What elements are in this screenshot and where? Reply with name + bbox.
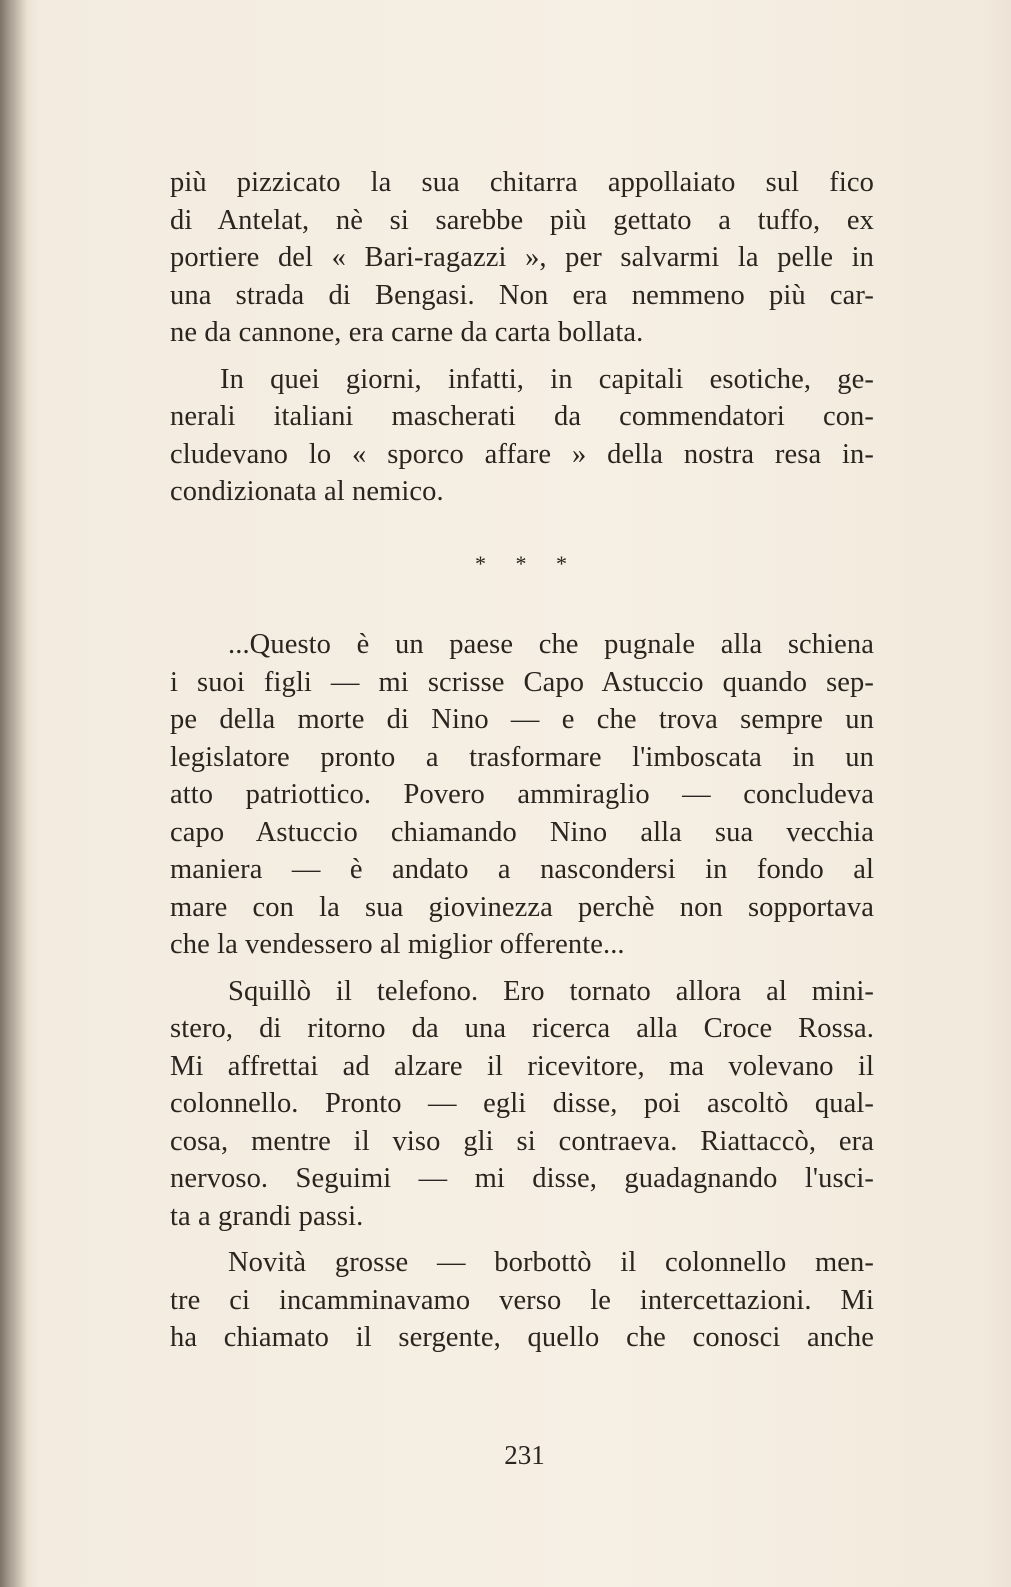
text-line: In quei giorni, infatti, in capitali esotiche, ge- [220,363,874,395]
text-line: Squillò il telefono. Ero tornato allora al mini- [228,975,874,1007]
text-line: di Antelat, nè si sarebbe più gettato a tuffo, ex [170,204,874,236]
text-line: Novità grosse — borbottò il colonnello men- [228,1247,874,1278]
text-line: Mi affrettai ad alzare il ricevitore, ma volevano il [170,1050,874,1082]
text-line: cosa, mentre il viso gli si contraeva. Riattaccò, era [170,1125,874,1157]
text-line: una strada di Bengasi. Non era nemmeno più car- [170,279,874,311]
text-line: tre ci incamminavamo verso le intercettazioni. Mi [170,1284,874,1316]
text-line: mare con la sua giovinezza perchè non sopportava [170,891,874,923]
text-line: ta a grandi passi. [170,1200,364,1232]
page-edge [985,0,1011,1587]
text-line: colonnello. Pronto — egli disse, poi ascoltò qual- [170,1088,874,1119]
section-separator: * * * [475,550,579,576]
text-line: che la vendessero al miglior offerente... [170,929,625,960]
text-line: ...Questo è un paese che pugnale alla schiena [228,629,874,660]
text-line: maniera — è andato a nascondersi in fondo al [170,854,874,885]
body-text [170,164,874,1366]
page-number: 231 [504,1440,545,1470]
text-line: atto patriottico. Povero ammiraglio — concludeva [170,779,874,810]
text-line: capo Astuccio chiamando Nino alla sua vecchia [170,816,874,848]
text-line: stero, di ritorno da una ricerca alla Croce Rossa. [170,1013,874,1044]
paragraph-1 [170,164,874,352]
text-line: condizionata al nemico. [170,476,444,507]
paragraph-3 [170,626,874,964]
spine-shadow [0,0,28,1587]
paragraph-4 [170,973,874,1236]
text-line: portiere del « Bari-ragazzi », per salvarmi la pelle in [170,242,874,273]
text-line: ha chiamato il sergente, quello che conosci anche [170,1322,874,1353]
text-line: ne da cannone, era carne da carta bollata. [170,317,644,348]
paragraph-5 [170,1244,874,1357]
text-line: cludevano lo « sporco affare » della nostra resa in- [170,438,874,470]
text-line: i suoi figli — mi scrisse Capo Astuccio quando sep- [170,666,874,698]
text-line: legislatore pronto a trasformare l'imboscata in un [170,741,874,773]
text-line: più pizzicato la sua chitarra appollaiato sul fico [170,167,874,198]
text-line: pe della morte di Nino — e che trova sempre un [170,704,874,735]
paragraph-2 [170,361,874,511]
text-line: nervoso. Seguimi — mi disse, guadagnando l'usci- [170,1163,874,1194]
text-line: nerali italiani mascherati da commendatori con- [170,401,874,432]
